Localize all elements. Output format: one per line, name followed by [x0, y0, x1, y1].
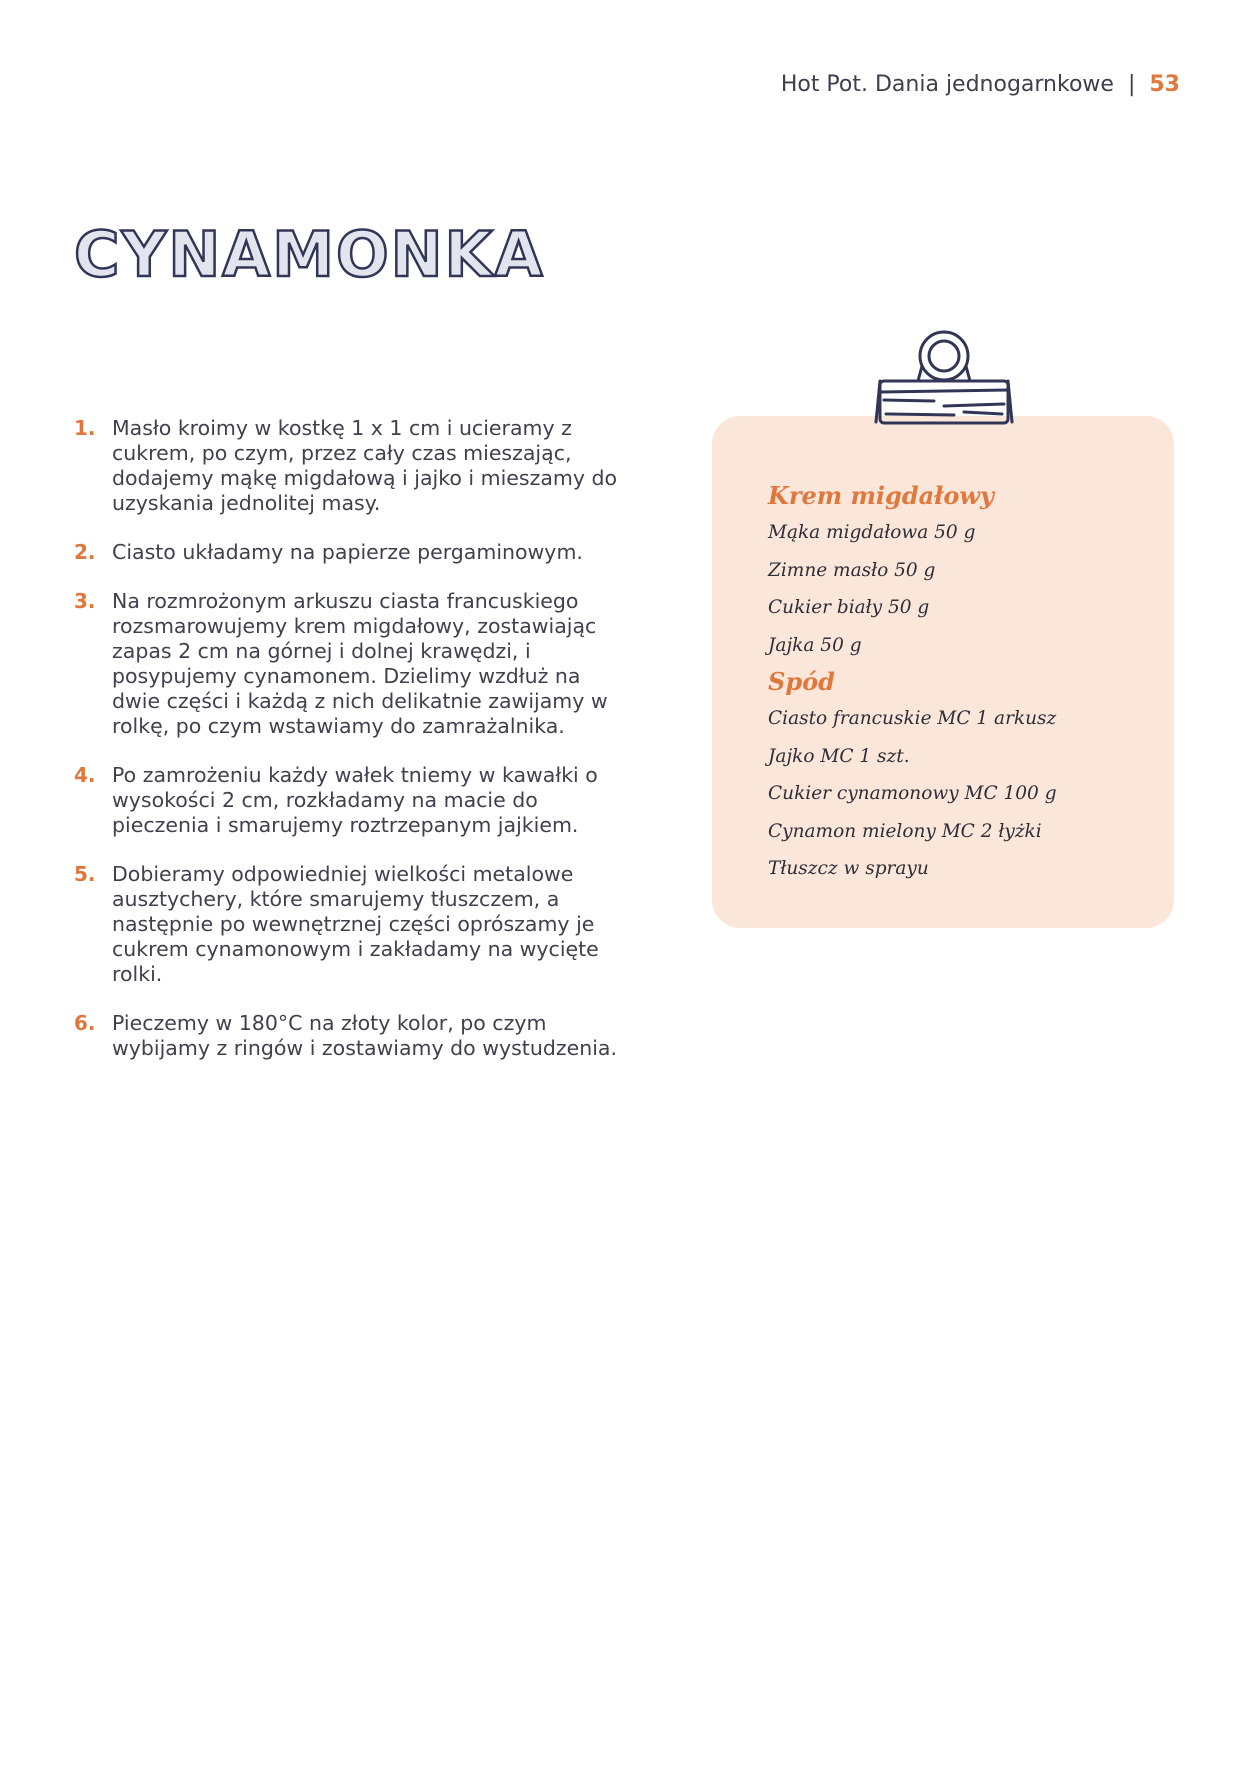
- step-number: 1.: [74, 416, 96, 440]
- ingredient-item: Mąka migdałowa 50 g: [768, 522, 976, 543]
- step-item: [74, 1011, 634, 1061]
- step-text: Po zamrożeniu każdy wałek tniemy w kawałki o wysokości 2 cm, rozkładamy na macie do pieczenia i smarujemy roztrzepanym jajkiem.: [112, 763, 598, 837]
- step-number: 5.: [74, 862, 96, 886]
- step-number: 2.: [74, 540, 96, 564]
- instructions-list: [74, 416, 634, 1085]
- ingredient-item: Jajka 50 g: [768, 634, 862, 656]
- step-item: [74, 540, 634, 565]
- step-text: Dobieramy odpowiedniej wielkości metalowe ausztychery, które smarujemy tłuszczem, a następnie po wewnętrznej części oprószamy je cukrem cynamonowym i zakładamy na wycięte rolki.: [112, 862, 599, 986]
- ingredient-item: Jajko MC 1 szt.: [768, 745, 910, 767]
- ingredient-item: Cukier biały 50 g: [768, 597, 930, 618]
- step-number: 3.: [74, 589, 96, 613]
- ingredient-item: Cynamon mielony MC 2 łyżki: [768, 820, 1042, 842]
- step-number: 4.: [74, 763, 96, 787]
- page-number: 53: [1149, 72, 1180, 97]
- step-text: Na rozmrożonym arkuszu ciasta francuskiego rozsmarowujemy krem migdałowy, zostawiając zapas 2 cm na górnej i dolnej krawędzi, i posypujemy cynamonem. Dzielimy wzdłuż na dwie części i każdą z nich delikatnie zawijamy w rolkę, po czym wstawiamy do zamrażalnika.: [112, 589, 608, 738]
- ingredient-item: Tłuszcz w sprayu: [768, 858, 929, 879]
- binder-clip-icon: [874, 326, 1014, 430]
- section-title: Hot Pot. Dania jednogarnkowe: [780, 72, 1114, 97]
- ingredient-group-heading: Spód: [768, 667, 835, 696]
- step-item: [74, 862, 634, 987]
- ingredient-item: Cukier cynamonowy MC 100 g: [768, 783, 1057, 804]
- step-text: Pieczemy w 180°C na złoty kolor, po czym wybijamy z ringów i zostawiamy do wystudzenia.: [112, 1011, 617, 1060]
- ingredient-item: Ciasto francuskie MC 1 arkusz: [768, 708, 1057, 729]
- ingredient-item: Zimne masło 50 g: [768, 559, 936, 581]
- ingredients-list: [768, 478, 1148, 888]
- step-item: [74, 416, 634, 516]
- recipe-title: CYNAMONKA: [74, 218, 545, 291]
- ingredient-group-heading: Krem migdałowy: [768, 481, 994, 510]
- step-item: [74, 763, 634, 838]
- step-text: Ciasto układamy na papierze pergaminowym.: [112, 540, 583, 564]
- step-number: 6.: [74, 1011, 96, 1035]
- header-separator: |: [1127, 72, 1136, 97]
- step-item: [74, 589, 634, 739]
- running-header: [781, 72, 1180, 97]
- step-text: Masło kroimy w kostkę 1 x 1 cm i ucieramy z cukrem, po czym, przez cały czas mieszając, dodajemy mąkę migdałową i jajko i mieszamy do uzyskania jednolitej masy.: [112, 416, 618, 515]
